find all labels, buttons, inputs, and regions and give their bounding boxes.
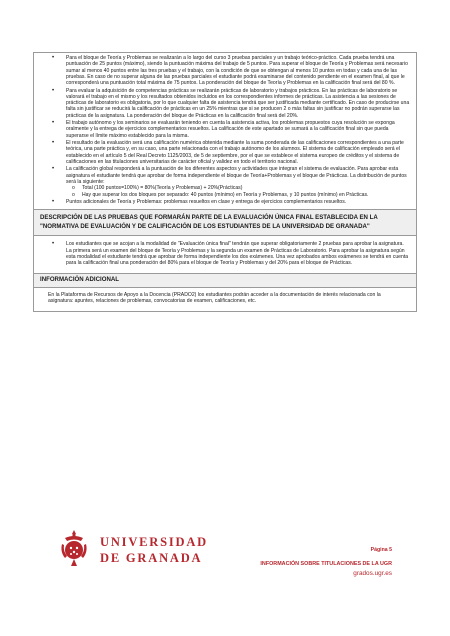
evaluacion-unica-section (34, 236, 416, 273)
evaluacion-unica-list (38, 241, 410, 266)
university-name-line1: UNIVERSIDAD (100, 535, 209, 549)
evaluation-bullet-list (38, 55, 410, 205)
list-item: • Para el bloque de Teoría y Problemas se realizarán a lo largo del curso 3 pruebas parciales y un trabajo teórico-práctico. Cada prueba tendrá una puntuación de 25 puntos (máximo), siendo la puntuación máxima del trabajo de 5 puntos. Para superar el bloque de Teoría y Problemas será necesario sumar al menos 40 puntos entre las tres pruebas y el trabajo, con la condición de que se obtengan al menos 10 puntos en todas y cada una de las pruebas. En caso de no superar alguna de las pruebas parciales el estudiante podrá examinarse del contenido pendiente en el examen final, al que le corresponderá una puntuación total máxima de 75 puntos. La ponderación del bloque de Teoría y Problemas en la calificación final será del 80 %. (38, 55, 410, 86)
ugr-pomegranate-crest-icon (57, 528, 91, 568)
list-item: • Los estudiantes que se acojan a la modalidad de "Evaluación única final" tendrán que superar obligatoriamente 2 pruebas para aprobar la asignatura. La primera será un examen del bloque de Teoría y Problemas y la segunda un examen de Prácticas de Laboratorio. Para aprobar la asignatura según esta modalidad el estudiante tendrá que aprobar de forma independiente los dos exámenes. Una vez aprobados ambos exámenes se tendrá en cuenta para la calificación final una ponderación del 80% para el bloque de Teoría y Problemas y del 20% para el bloque de Prácticas. (38, 241, 410, 266)
informacion-adicional-text: En la Plataforma de Recursos de Apoyo a la Docencia (PRADO2) los estudiantes podrán acceder a la documentación de interés relacionada con la asignatura: apuntes, relaciones de problemas, convocatorias de examen, calificaciones, etc. (48, 291, 381, 305)
sublist-item: o Total (100 puntos=100%) = 80%(Teoría y Problemas) + 20%(Prácticas) (66, 185, 410, 191)
evaluacion-unica-heading: DESCRIPCIÓN DE LAS PRUEBAS QUE FORMARÁN PARTE DE LA EVALUACIÓN ÚNICA FINAL ESTABLECIDA EN LA "NORMATIVA DE EVALUACIÓN Y DE CALIFICACIÓN DE LOS ESTUDIANTES DE LA UNIVERSIDAD DE GRANADA" (34, 209, 416, 236)
list-item: • Puntos adicionales de Teoría y Problemas: problemas resueltos en clase y entrega de ejercicios complementarios resueltos. (38, 199, 410, 205)
list-item (38, 166, 410, 197)
informacion-adicional-heading: INFORMACIÓN ADICIONAL (34, 273, 416, 287)
footer-site-link[interactable]: grados.ugr.es (353, 570, 392, 577)
points-sublist (66, 185, 410, 198)
page-number: Página 5 (370, 547, 392, 553)
list-item: • Para evaluar la adquisición de competencias prácticas se realizarán prácticas de laboratorio y trabajos prácticos. En las prácticas de laboratorio se valorará el trabajo en el mismo y los resultados obtenidos incluidos en los correspondientes informes de prácticas. La asistencia a las sesiones de prácticas de laboratorio es obligatoria, por lo que cualquier falta de asistencia tendrá que ser justificada mediante certificado. En caso de producirse una falta sin justificar se reducirá la calificación de prácticas en un 25% mientras que si se producen 2 o más faltas sin justificar no podrán superarse las prácticas de la asignatura. La ponderación del bloque de Prácticas en la calificación final será del 20%. (38, 88, 410, 119)
sublist-item: o Hay que superar los dos bloques por separado: 40 puntos (mínimo) en Teoría y Problemas, y 10 puntos (mínimo) en Prácticas. (66, 192, 410, 198)
university-name-line2: DE GRANADA (100, 551, 203, 565)
evaluation-ordinaria-section (34, 53, 416, 209)
list-item-text: La calificación global responderá a la puntuación de los diferentes aspectos y actividades que integran el sistema de evaluación. Para aprobar esta asignatura el estudiante tendrá que aprobar de forma independiente el bloque de Teoría+Problemas y el bloque de Prácticas. La distribución de puntos será la siguiente: (66, 166, 407, 186)
evaluation-table (33, 52, 417, 312)
list-item: • El resultado de la evaluación será una calificación numérica obtenida mediante la suma ponderada de las calificaciones correspondientes a una parte teórica, una parte práctica y, en su caso, una parte relacionada con el trabajo autónomo de los alumnos. El sistema de calificación empleado será el establecido en el artículo 5 del Real Decreto 1125/2003, de 5 de septiembre, por el que se establece el sistema europeo de créditos y el sistema de calificaciones en las titulaciones universitarias de carácter oficial y validez en todo el territorio nacional. (38, 140, 410, 165)
footer-info-label: INFORMACIÓN SOBRE TITULACIONES DE LA UGR (260, 561, 392, 567)
list-item: • El trabajo autónomo y los seminarios se evaluarán teniendo en cuenta la asistencia activa, los problemas propuestos cuya resolución se exponga oralmente y la entrega de ejercicios complementarios resueltos. La calificación de este apartado se sumará a la calificación final sin que pueda superarse el límite máximo establecido para la misma. (38, 120, 410, 139)
